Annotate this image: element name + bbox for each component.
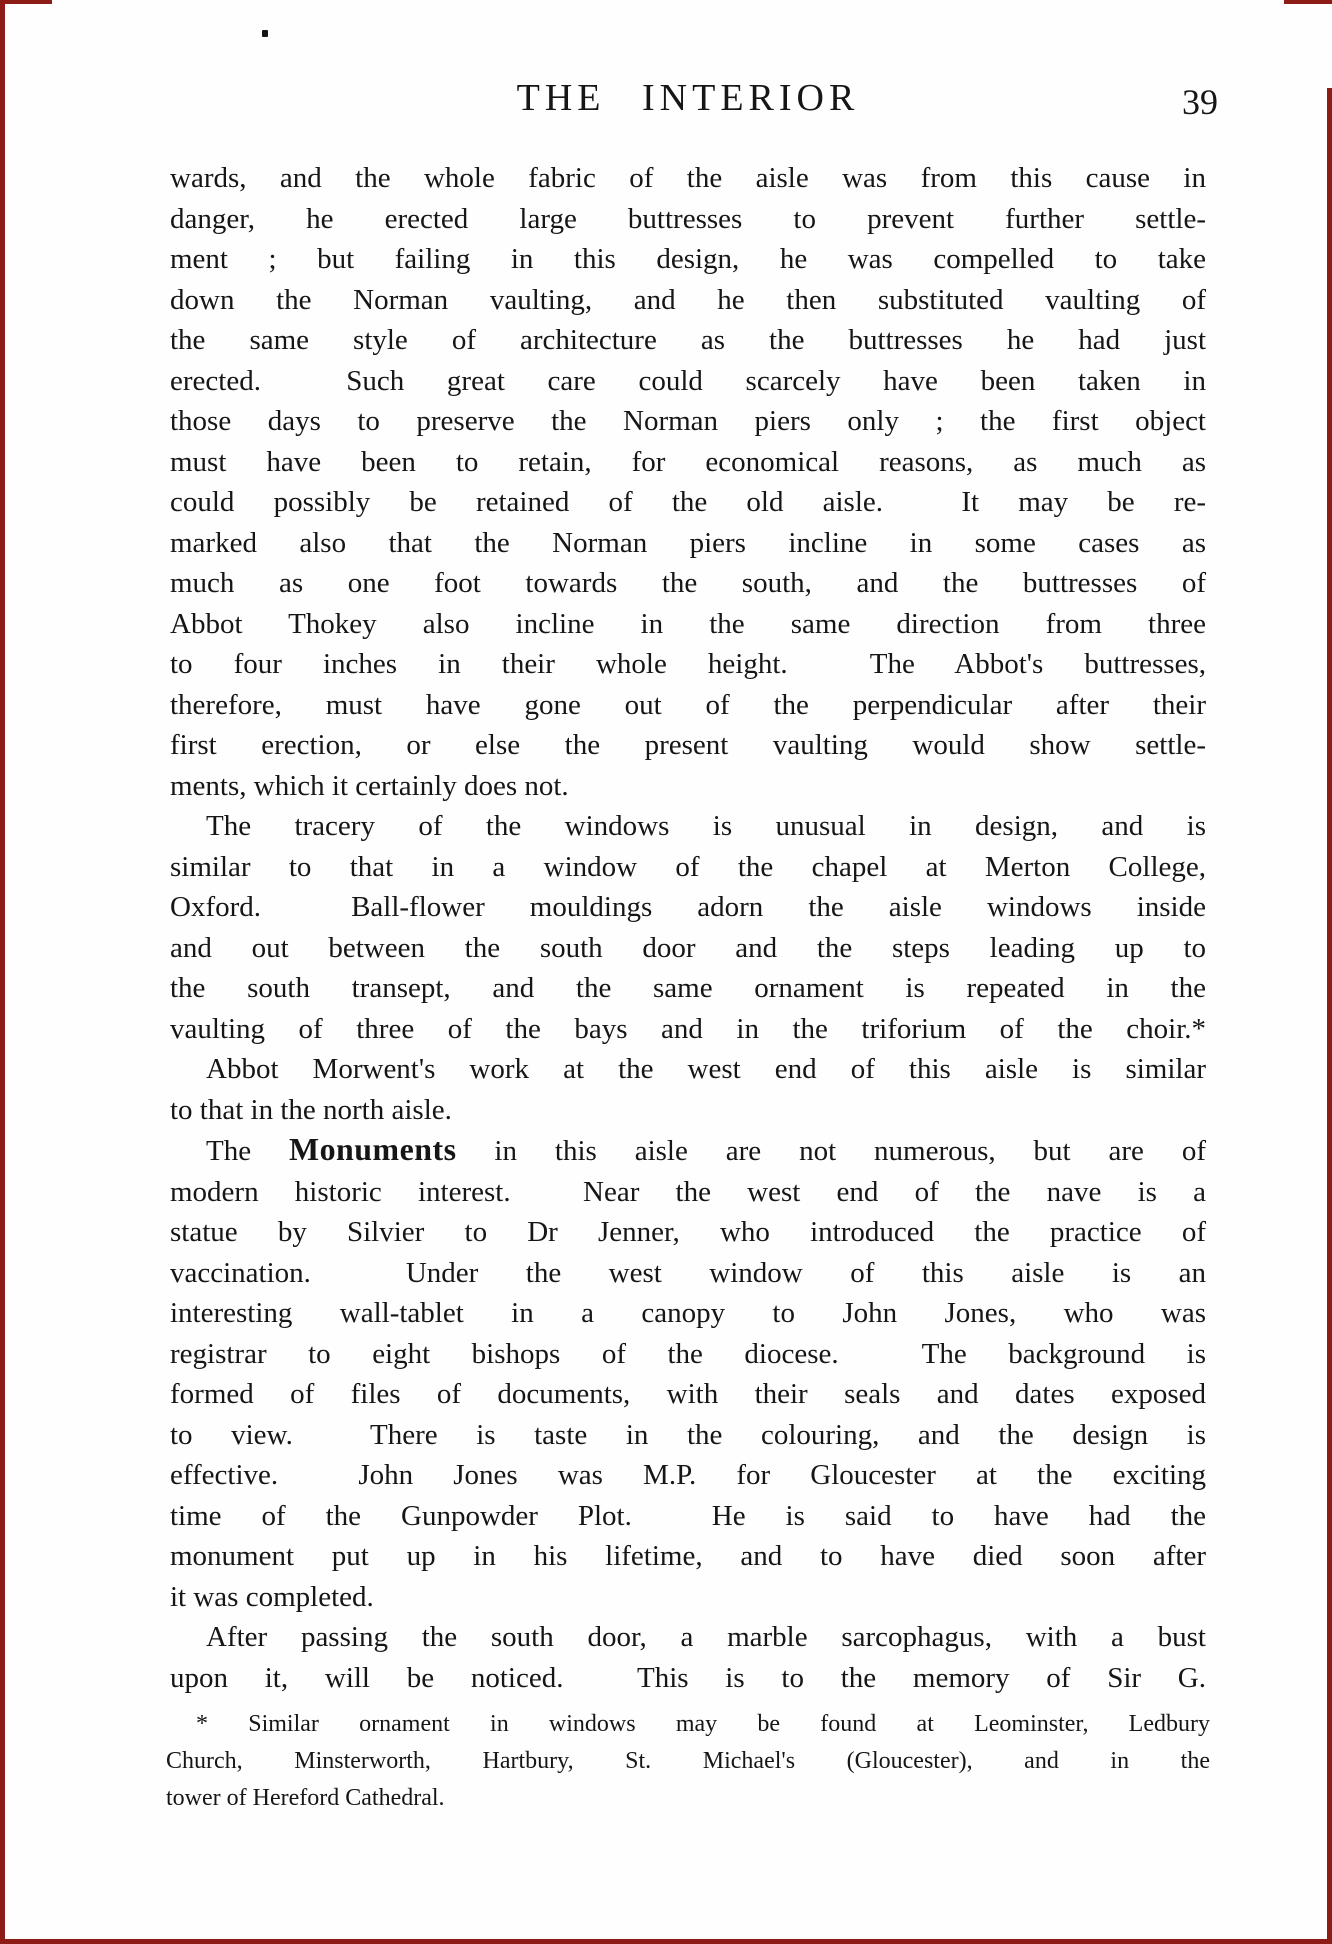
text-line: wards, and the whole fabric of the aisle was from this cause in bbox=[170, 162, 1206, 194]
text-line: vaccination. Under the west window of this aisle is an bbox=[170, 1256, 1206, 1289]
scan-edge-right bbox=[1327, 88, 1332, 1944]
paragraph bbox=[170, 1617, 1206, 1698]
paragraph bbox=[170, 806, 1206, 1049]
text-line: monument put up in his lifetime, and to have died soon after bbox=[170, 1540, 1206, 1572]
text-line: interesting wall-tablet in a canopy to John Jones, who was bbox=[170, 1297, 1206, 1329]
footnote bbox=[166, 1706, 1210, 1817]
scan-edge-top-right bbox=[1284, 0, 1332, 4]
text-line: statue by Silvier to Dr Jenner, who introduced the practice of bbox=[170, 1216, 1206, 1248]
page-number: 39 bbox=[1182, 82, 1218, 122]
page-title: THE INTERIOR bbox=[516, 77, 860, 119]
text-line: to that in the north aisle. bbox=[170, 1093, 452, 1126]
text-line: danger, he erected large buttresses to prevent further settle- bbox=[170, 202, 1206, 235]
paragraph bbox=[170, 158, 1206, 806]
text-line: to four inches in their whole height. The Abbot's buttresses, bbox=[170, 648, 1206, 680]
text-line: and out between the south door and the steps leading up to bbox=[170, 931, 1206, 964]
text-line: registrar to eight bishops of the diocese. The background is bbox=[170, 1337, 1206, 1370]
text-line: must have been to retain, for economical reasons, as much as bbox=[170, 445, 1206, 478]
body-column bbox=[170, 158, 1206, 1698]
text-line: modern historic interest. Near the west end of the nave is a bbox=[170, 1175, 1206, 1208]
scan-edge-bottom bbox=[0, 1939, 1332, 1944]
scan-edge-left bbox=[0, 0, 5, 1944]
text-line: The tracery of the windows is unusual in design, and is bbox=[206, 810, 1206, 842]
text-line: erected. Such great care could scarcely have been taken in bbox=[170, 364, 1206, 397]
text-line bbox=[170, 1130, 1206, 1172]
stray-ink-mark bbox=[262, 30, 268, 37]
text-line: * Similar ornament in windows may be found at Leominster, Ledbury bbox=[196, 1711, 1210, 1737]
text-line: ments, which it certainly does not. bbox=[170, 769, 569, 802]
text-segment: The bbox=[206, 1135, 289, 1167]
text-segment: in this aisle are not numerous, but are of bbox=[456, 1135, 1206, 1167]
paragraph bbox=[170, 1049, 1206, 1130]
text-line: tower of Hereford Cathedral. bbox=[166, 1785, 445, 1811]
text-line: After passing the south door, a marble sarcophagus, with a bust bbox=[206, 1621, 1206, 1653]
text-line: effective. John Jones was M.P. for Gloucester at the exciting bbox=[170, 1459, 1206, 1491]
text-line: similar to that in a window of the chapel at Merton College, bbox=[170, 850, 1206, 883]
text-line: Oxford. Ball-flower mouldings adorn the aisle windows inside bbox=[170, 891, 1206, 923]
text-line: down the Norman vaulting, and he then substituted vaulting of bbox=[170, 283, 1206, 316]
text-line: therefore, must have gone out of the perpendicular after their bbox=[170, 688, 1206, 721]
text-line: Abbot Morwent's work at the west end of this aisle is similar bbox=[206, 1053, 1206, 1085]
text-line: upon it, will be noticed. This is to the memory of Sir G. bbox=[170, 1661, 1206, 1694]
text-line: those days to preserve the Norman piers only ; the first object bbox=[170, 405, 1206, 437]
text-line: could possibly be retained of the old aisle. It may be re- bbox=[170, 486, 1206, 518]
running-header bbox=[170, 76, 1218, 124]
text-line: vaulting of three of the bays and in the triforium of the choir.* bbox=[170, 1012, 1206, 1045]
text-line: Abbot Thokey also incline in the same direction from three bbox=[170, 607, 1206, 640]
text-line: marked also that the Norman piers incline in some cases as bbox=[170, 526, 1206, 559]
bold-word: Monuments bbox=[289, 1132, 457, 1167]
text-line: time of the Gunpowder Plot. He is said to have had the bbox=[170, 1499, 1206, 1532]
scan-edge-top-left bbox=[0, 0, 52, 4]
text-line: ment ; but failing in this design, he was compelled to take bbox=[170, 243, 1206, 275]
text-line: to view. There is taste in the colouring, and the design is bbox=[170, 1418, 1206, 1451]
text-line: the same style of architecture as the buttresses he had just bbox=[170, 324, 1206, 356]
text-line: Church, Minsterworth, Hartbury, St. Michael's (Gloucester), and in the bbox=[166, 1748, 1210, 1774]
text-line: it was completed. bbox=[170, 1580, 374, 1613]
text-line: first erection, or else the present vaulting would show settle- bbox=[170, 729, 1206, 761]
text-line: the south transept, and the same ornament is repeated in the bbox=[170, 972, 1206, 1004]
paragraph bbox=[170, 1130, 1206, 1617]
text-line: formed of files of documents, with their seals and dates exposed bbox=[170, 1378, 1206, 1410]
text-line: much as one foot towards the south, and the buttresses of bbox=[170, 567, 1206, 599]
